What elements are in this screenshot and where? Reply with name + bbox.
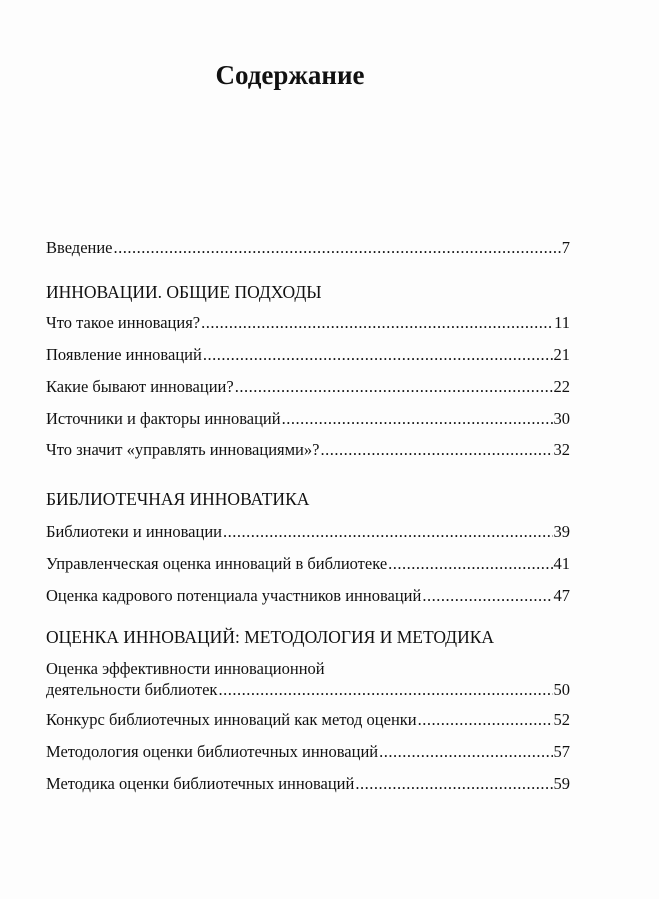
toc-entry-label: Методика оценки библиотечных инноваций xyxy=(46,774,355,793)
toc-entry-label: Что такое инновация? xyxy=(46,313,201,332)
toc-entry-label: Источники и факторы инноваций xyxy=(46,409,281,428)
toc-page-number: 32 xyxy=(553,440,570,459)
toc-entry-label: Появление инноваций xyxy=(46,345,202,364)
dot-leader xyxy=(203,345,553,365)
toc-page-number: 50 xyxy=(553,680,570,699)
dot-leader xyxy=(235,377,553,397)
toc-page-number: 57 xyxy=(553,742,570,761)
toc-entry-multiline[interactable] xyxy=(46,658,570,700)
dot-leader xyxy=(355,774,552,794)
section-heading: БИБЛИОТЕЧНАЯ ИННОВАТИКА xyxy=(46,489,310,509)
page-title: Содержание xyxy=(215,60,365,90)
dot-leader xyxy=(418,710,553,730)
section-heading: ОЦЕНКА ИННОВАЦИЙ: МЕТОДОЛОГИЯ И МЕТОДИКА xyxy=(46,627,495,647)
toc-page-number: 11 xyxy=(554,313,570,332)
section-heading: ИННОВАЦИИ. ОБЩИЕ ПОДХОДЫ xyxy=(46,282,322,302)
toc-entry-label: Конкурс библиотечных инноваций как метод оценки xyxy=(46,710,417,729)
toc-page-number: 47 xyxy=(553,586,570,605)
dot-leader xyxy=(388,554,552,574)
toc-entry-label: Введение xyxy=(46,238,113,257)
toc-entry-label: Оценка кадрового потенциала участников инноваций xyxy=(46,586,422,605)
dot-leader xyxy=(114,238,561,258)
toc-entry-label: деятельности библиотек xyxy=(46,680,218,699)
dot-leader xyxy=(218,679,552,700)
toc-page-number: 39 xyxy=(553,522,570,541)
toc-page-number: 59 xyxy=(553,774,570,793)
toc-entry[interactable] xyxy=(46,554,570,574)
toc-entry-label: Что значит «управлять инновациями»? xyxy=(46,440,320,459)
dot-leader xyxy=(223,522,553,542)
toc-entry[interactable] xyxy=(46,522,570,542)
toc-page-number: 22 xyxy=(553,377,570,396)
toc-entry[interactable] xyxy=(46,313,570,333)
toc-page-number: 7 xyxy=(561,238,570,257)
toc-entry[interactable] xyxy=(46,345,570,365)
dot-leader xyxy=(379,742,552,762)
toc-entry[interactable] xyxy=(46,586,570,606)
toc-entry[interactable] xyxy=(46,409,570,429)
toc-entry-label-line1: Оценка эффективности инновационной xyxy=(46,659,325,678)
toc-page-number: 41 xyxy=(553,554,570,573)
toc-entry[interactable] xyxy=(46,774,570,794)
dot-leader xyxy=(320,440,552,460)
toc-entry-label: Управленческая оценка инноваций в библиотеке xyxy=(46,554,388,573)
toc-entry-label: Какие бывают инновации? xyxy=(46,377,234,396)
toc-entry-intro[interactable] xyxy=(46,238,570,258)
toc-entry[interactable] xyxy=(46,742,570,762)
toc-entry[interactable] xyxy=(46,440,570,460)
toc-entry[interactable] xyxy=(46,377,570,397)
dot-leader xyxy=(201,313,553,333)
toc-page-number: 30 xyxy=(553,409,570,428)
toc-entry-label: Методология оценки библиотечных инноваций xyxy=(46,742,379,761)
dot-leader xyxy=(282,409,553,429)
dot-leader xyxy=(422,586,552,606)
toc-entry-label: Библиотеки и инновации xyxy=(46,522,222,541)
toc-page-number: 21 xyxy=(553,345,570,364)
toc-page-number: 52 xyxy=(553,710,570,729)
toc-entry[interactable] xyxy=(46,710,570,730)
